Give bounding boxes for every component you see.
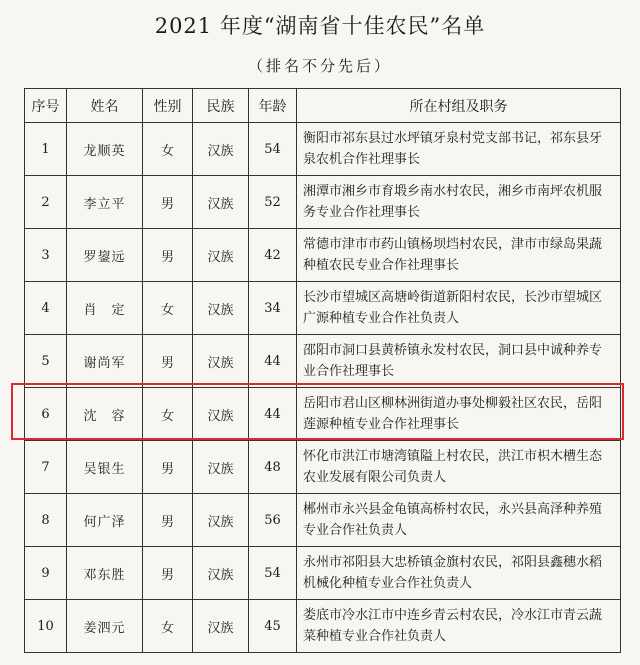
header-name: 姓名 xyxy=(67,89,143,123)
cell-number: 7 xyxy=(25,441,67,494)
highlight-box xyxy=(11,383,624,440)
cell-name: 吴银生 xyxy=(67,441,143,494)
table-header-row xyxy=(25,89,621,123)
cell-name: 罗鋆远 xyxy=(67,229,143,282)
cell-name: 沈 容 xyxy=(67,388,143,441)
cell-number: 8 xyxy=(25,494,67,547)
cell-duty: 衡阳市祁东县过水坪镇牙泉村党支部书记，祁东县牙泉农机合作社理事长 xyxy=(297,123,621,176)
cell-gender: 男 xyxy=(143,176,193,229)
cell-name: 肖 定 xyxy=(67,282,143,335)
cell-number: 2 xyxy=(25,176,67,229)
cell-age: 44 xyxy=(249,335,297,388)
cell-name: 何广泽 xyxy=(67,494,143,547)
cell-age: 52 xyxy=(249,176,297,229)
cell-number: 5 xyxy=(25,335,67,388)
cell-name: 龙顺英 xyxy=(67,123,143,176)
cell-ethnicity: 汉族 xyxy=(193,123,249,176)
cell-name: 邓东胜 xyxy=(67,547,143,600)
cell-ethnicity: 汉族 xyxy=(193,547,249,600)
table-row xyxy=(25,600,621,653)
cell-duty: 长沙市望城区高塘岭街道新阳村农民，长沙市望城区广源种植专业合作社负责人 xyxy=(297,282,621,335)
cell-number: 9 xyxy=(25,547,67,600)
page-title: 2021 年度“湖南省十佳农民”名单 xyxy=(154,14,486,38)
cell-age: 54 xyxy=(249,123,297,176)
header-duty: 所在村组及职务 xyxy=(297,89,621,123)
cell-gender: 男 xyxy=(143,335,193,388)
cell-gender: 女 xyxy=(143,123,193,176)
cell-gender: 男 xyxy=(143,229,193,282)
cell-number: 1 xyxy=(25,123,67,176)
cell-ethnicity: 汉族 xyxy=(193,388,249,441)
cell-duty: 永州市祁阳县大忠桥镇金旗村农民，祁阳县鑫穗水稻机械化种植专业合作社负责人 xyxy=(297,547,621,600)
cell-ethnicity: 汉族 xyxy=(193,494,249,547)
header-ethnicity: 民族 xyxy=(193,89,249,123)
cell-age: 44 xyxy=(249,388,297,441)
cell-age: 48 xyxy=(249,441,297,494)
table-row xyxy=(25,335,621,388)
table-row xyxy=(25,494,621,547)
table-row xyxy=(25,282,621,335)
cell-age: 56 xyxy=(249,494,297,547)
table-row xyxy=(25,229,621,282)
cell-duty: 怀化市洪江市塘湾镇隘上村农民，洪江市枳木槽生态农业发展有限公司负责人 xyxy=(297,441,621,494)
farmer-list-table xyxy=(24,88,621,653)
cell-number: 4 xyxy=(25,282,67,335)
cell-number: 10 xyxy=(25,600,67,653)
cell-age: 54 xyxy=(249,547,297,600)
table-row xyxy=(25,176,621,229)
cell-age: 34 xyxy=(249,282,297,335)
cell-name: 谢尚军 xyxy=(67,335,143,388)
cell-gender: 女 xyxy=(143,600,193,653)
cell-gender: 男 xyxy=(143,441,193,494)
cell-number: 3 xyxy=(25,229,67,282)
cell-gender: 女 xyxy=(143,388,193,441)
table-row xyxy=(25,547,621,600)
cell-duty: 岳阳市君山区柳林洲街道办事处柳毅社区农民，岳阳莲源种植专业合作社理事长 xyxy=(297,388,621,441)
cell-gender: 男 xyxy=(143,547,193,600)
table-row xyxy=(25,441,621,494)
cell-gender: 女 xyxy=(143,282,193,335)
header-age: 年龄 xyxy=(249,89,297,123)
header-gender: 性别 xyxy=(143,89,193,123)
cell-age: 45 xyxy=(249,600,297,653)
cell-duty: 邵阳市洞口县黄桥镇永发村农民，洞口县中诚种养专业合作社理事长 xyxy=(297,335,621,388)
cell-ethnicity: 汉族 xyxy=(193,441,249,494)
header-number: 序号 xyxy=(25,89,67,123)
cell-duty: 常德市津市市药山镇杨坝垱村农民，津市市绿岛果蔬种植农民专业合作社理事长 xyxy=(297,229,621,282)
cell-ethnicity: 汉族 xyxy=(193,335,249,388)
cell-age: 42 xyxy=(249,229,297,282)
cell-ethnicity: 汉族 xyxy=(193,176,249,229)
cell-name: 姜泗元 xyxy=(67,600,143,653)
table-row xyxy=(25,123,621,176)
cell-number: 6 xyxy=(25,388,67,441)
cell-gender: 男 xyxy=(143,494,193,547)
cell-ethnicity: 汉族 xyxy=(193,600,249,653)
cell-name: 李立平 xyxy=(67,176,143,229)
page-subtitle: （排名不分先后） xyxy=(247,57,392,75)
cell-duty: 郴州市永兴县金龟镇高桥村农民，永兴县高泽种养殖专业合作社负责人 xyxy=(297,494,621,547)
cell-ethnicity: 汉族 xyxy=(193,282,249,335)
cell-ethnicity: 汉族 xyxy=(193,229,249,282)
cell-duty: 娄底市冷水江市中连乡青云村农民，冷水江市青云蔬菜种植专业合作社负责人 xyxy=(297,600,621,653)
cell-duty: 湘潭市湘乡市育塅乡南水村农民，湘乡市南坪农机服务专业合作社理事长 xyxy=(297,176,621,229)
